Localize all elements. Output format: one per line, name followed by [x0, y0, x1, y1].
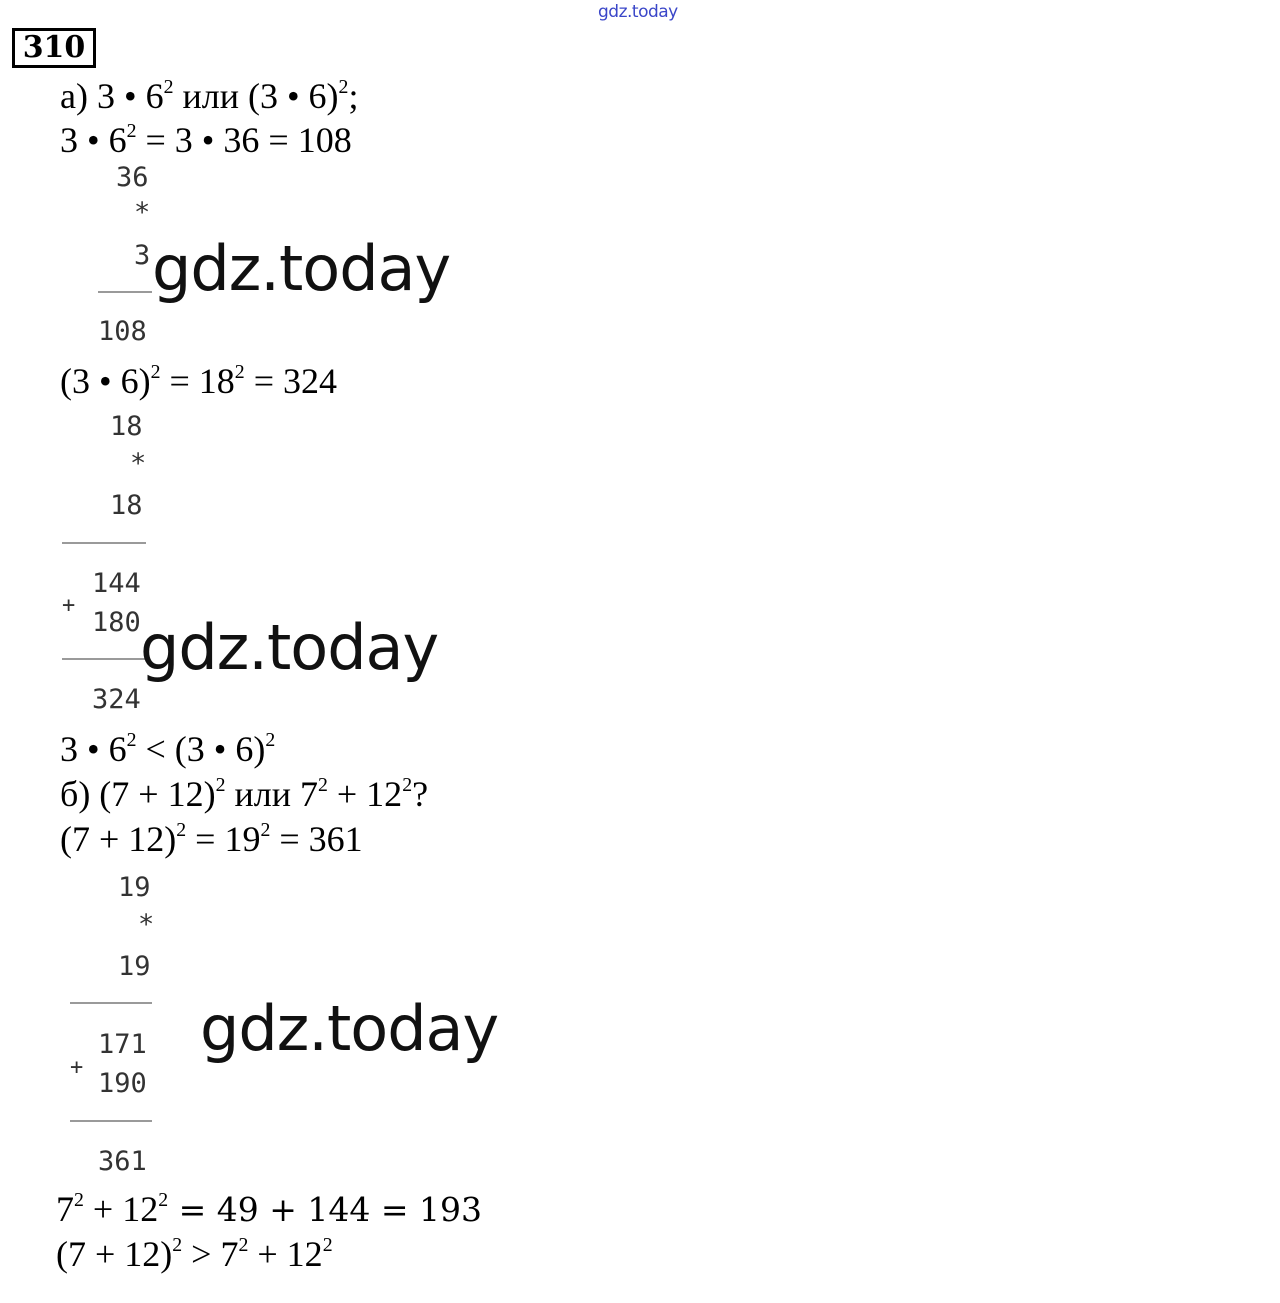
calc1-top: 36	[116, 162, 149, 193]
calc2-rule-2	[62, 658, 146, 660]
calc2-bottom: 18	[110, 490, 143, 521]
calc3-top: 19	[118, 872, 151, 903]
watermark: gdz.today	[200, 992, 499, 1065]
calc3-bottom: 19	[118, 951, 151, 982]
part-a-comparison: 3 • $6^2 < (3$ • 6)$^2$	[60, 729, 276, 769]
calc2-partial-2: 180	[92, 607, 141, 638]
calc1-rule	[98, 291, 152, 293]
calc1-result: 108	[98, 316, 147, 347]
calc2-top: 18	[110, 411, 143, 442]
part-b-equation-1: $(7 + 12)^2 = 19^2 = 361$	[60, 819, 363, 859]
calc3-partial-1: 171	[98, 1029, 147, 1060]
calc1-operator: *	[134, 197, 151, 228]
part-a-equation-2: (3 • $6)^2 = 18^2 = 324$	[60, 361, 337, 401]
calc3-result: 361	[98, 1146, 147, 1177]
part-a-equation-1: 3 • $6^2 = 3$ • 36 = 108	[60, 120, 352, 160]
watermark: gdz.today	[140, 611, 439, 684]
calc3-partial-2: 190	[98, 1068, 147, 1099]
calc3-plus: +	[70, 1055, 84, 1080]
part-b-comparison: $(7 + 12)^2 > 7^2 + 12^2$	[56, 1234, 333, 1274]
calc2-result: 324	[92, 684, 141, 715]
calc1-bottom: 3	[134, 240, 151, 271]
part-b-equation-2: $7^2 + 12^2 = 49 + 144 = 193$	[56, 1189, 482, 1229]
calc2-plus: +	[62, 593, 76, 618]
part-b-question: б) $(7 + 12)^2$ или $7^2 + 12^2$?	[60, 774, 429, 814]
top-watermark: gdz.today	[598, 2, 678, 22]
watermark: gdz.today	[152, 232, 451, 305]
calc3-rule-1	[70, 1002, 152, 1004]
calc3-operator: *	[138, 909, 155, 940]
problem-number: 310	[12, 28, 96, 68]
calc2-operator: *	[130, 448, 147, 479]
calc2-rule-1	[62, 542, 146, 544]
part-a-question: а) 3 • $6^2$ или (3 • 6)$^2$;	[60, 76, 359, 116]
calc3-rule-2	[70, 1120, 152, 1122]
calc2-partial-1: 144	[92, 568, 141, 599]
